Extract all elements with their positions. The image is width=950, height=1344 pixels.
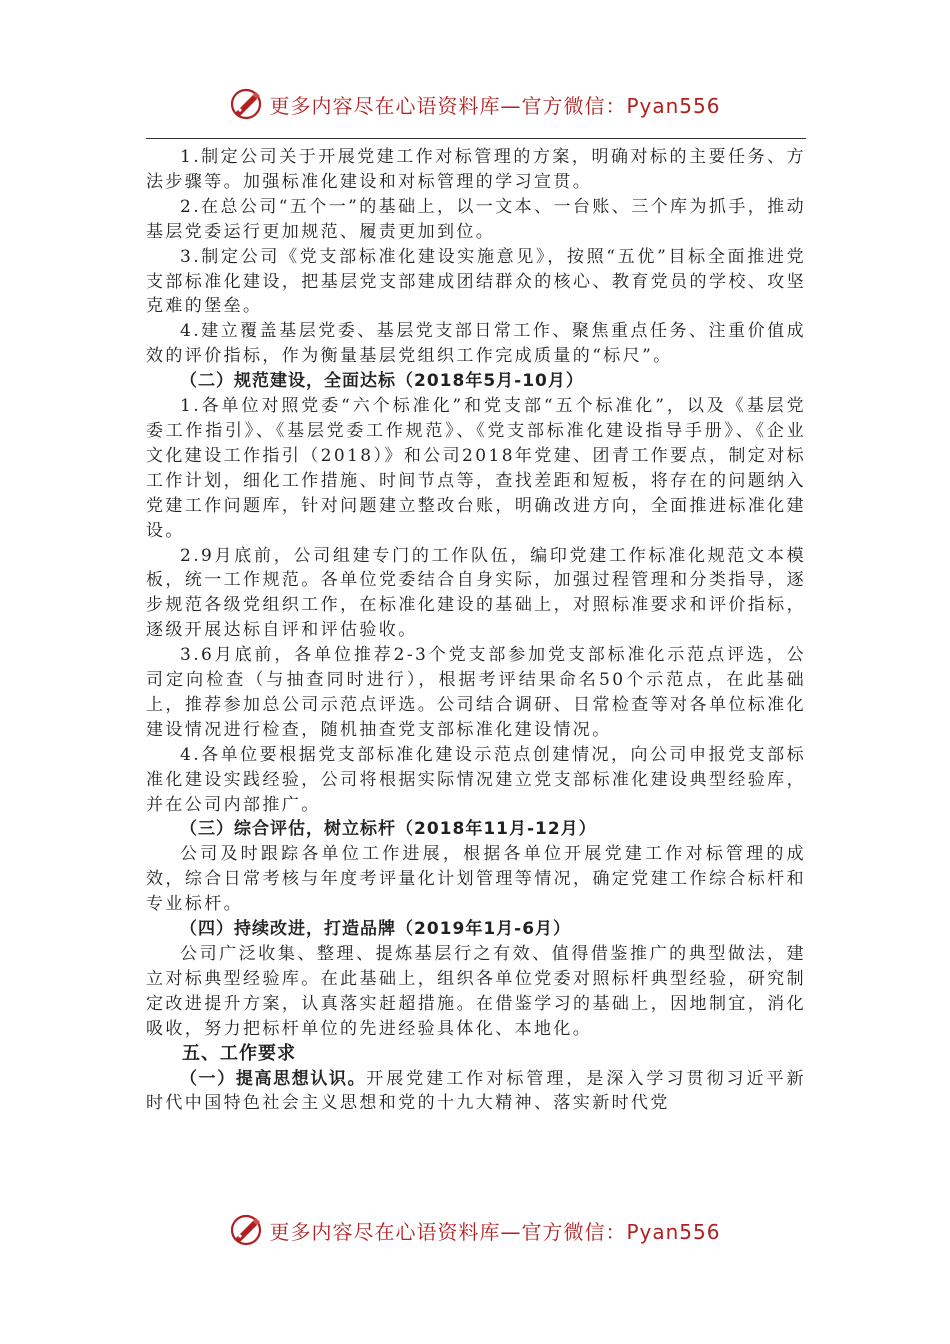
paragraph	[146, 1067, 806, 1117]
document-body	[146, 145, 806, 1116]
footer-banner	[0, 1210, 950, 1250]
paragraph: 3.6月底前，各单位推荐2-3个党支部参加党支部标准化示范点评选，公司定向检查（与抽查同时进行），根据考评结果命名50个示范点，在此基础上，推荐参加总公司示范点评选。公司结合调研、日常检查等对各单位标准化建设情况进行检查，随机抽查党支部标准化建设情况。	[146, 645, 806, 740]
paragraph: 2.9月底前，公司组建专门的工作队伍，编印党建工作标准化规范文本模板，统一工作规范。各单位党委结合自身实际，加强过程管理和分类指导，逐步规范各级党组织工作，在标准化建设的基础上，对照标准要求和评价指标，逐级开展达标自评和评估验收。	[146, 545, 806, 641]
paragraph: 公司广泛收集、整理、提炼基层行之有效、值得借鉴推广的典型做法，建立对标典型经验库。在此基础上，组织各单位党委对照标杆典型经验，研究制定改进提升方案，认真落实赶超措施。在借鉴学习的基础上，因地制宜，消化吸收，努力把标杆单位的先进经验具体化、本地化。	[146, 944, 806, 1039]
section-heading: （二）规范建设，全面达标（2018年5月-10月）	[180, 371, 584, 392]
header-divider	[146, 138, 806, 139]
header-banner	[0, 84, 950, 124]
paragraph: 1.各单位对照党委“六个标准化”和党支部“五个标准化”，以及《基层党委工作指引》、《基层党委工作规范》、《党支部标准化建设指导手册》、《企业文化建设工作指引（2018）》和公司2018年党建、团青工作要点，制定对标工作计划，细化工作措施、时间节点等，查找差距和短板，将存在的问题纳入党建工作问题库，针对问题建立整改台账，明确改进方向，全面推进标准化建设。	[146, 396, 806, 541]
section-heading: （四）持续改进，打造品牌（2019年1月-6月）	[180, 919, 572, 940]
paragraph: 4.建立覆盖基层党委、基层党支部日常工作、聚焦重点任务、注重价值成效的评价指标，作为衡量基层党组织工作完成质量的“标尺”。	[146, 321, 806, 367]
paragraph: 2.在总公司“五个一”的基础上，以一文本、一台账、三个库为抓手，推动基层党委运行更加规范、履责更加到位。	[146, 196, 806, 242]
section-heading: （三）综合评估，树立标杆（2018年11月-12月）	[180, 819, 597, 840]
footer-banner-text: 更多内容尽在心语资料库—官方微信：Pyan556	[269, 1219, 721, 1244]
paragraph: 4.各单位要根据党支部标准化建设示范点创建情况，向公司申报党支部标准化建设实践经验，公司将根据实际情况建立党支部标准化建设典型经验库，并在公司内部推广。	[146, 744, 806, 815]
paragraph-text: 开展党建工作对标管理，是深入学习贯彻习近平新时代中国特色社会主义思想和党的十九大精神、落实新时代党	[146, 1068, 807, 1114]
pen-nib-logo-icon	[229, 87, 263, 121]
paragraph-lead: （一）提高思想认识。	[180, 1068, 367, 1089]
paragraph: 1.制定公司关于开展党建工作对标管理的方案，明确对标的主要任务、方法步骤等。加强标准化建设和对标管理的学习宣贯。	[146, 147, 806, 192]
chapter-heading: 五、工作要求	[182, 1042, 296, 1064]
pen-nib-logo-icon	[229, 1213, 263, 1247]
header-banner-text: 更多内容尽在心语资料库—官方微信：Pyan556	[269, 93, 721, 118]
paragraph: 公司及时跟踪各单位工作进展，根据各单位开展党建工作对标管理的成效，综合日常考核与年度考评量化计划管理等情况，确定党建工作综合标杆和专业标杆。	[146, 844, 806, 915]
paragraph: 3.制定公司《党支部标准化建设实施意见》，按照“五优”目标全面推进党支部标准化建设，把基层党支部建成团结群众的核心、教育党员的学校、攻坚克难的堡垒。	[146, 246, 806, 317]
